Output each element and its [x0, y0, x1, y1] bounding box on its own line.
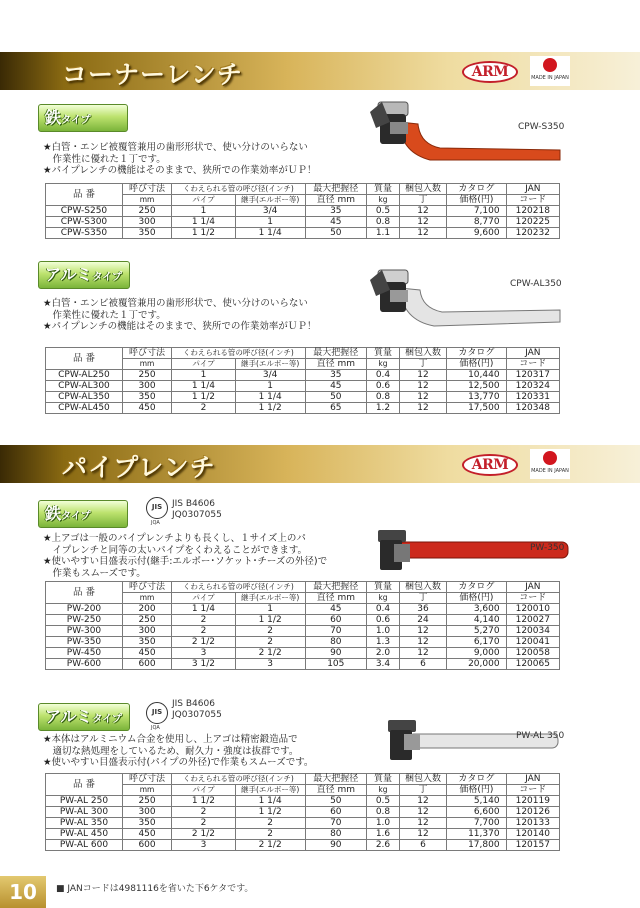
- type-badge-aluminum: アルミタイプ: [38, 261, 130, 289]
- header-jan: JAN: [506, 348, 559, 359]
- type-badge-iron: 鉄タイプ: [38, 500, 128, 528]
- model-label: CPW-S350: [518, 122, 565, 132]
- jis-mark-icon: JIS: [146, 497, 168, 519]
- product-description: ★本体はアルミニウム合金を使用し、上アゴは精密鍛造品で 適切な熱処理をしているため、耐久力・強度は抜群です。 ★使いやすい目盛表示付(パイプの外径)で作業もスムーズです。: [43, 734, 314, 768]
- header-price: カタログ: [447, 774, 507, 785]
- footnote: ■ JANコードは4981116を省いた下6ケタです。: [56, 884, 254, 894]
- made-in-label: MADE IN JAPAN: [531, 75, 569, 81]
- header-jan: JAN: [506, 184, 559, 195]
- japan-flag-icon: [530, 56, 570, 86]
- header-price: カタログ: [447, 582, 507, 593]
- table-row: PW-200 200 1 1/4 1 45 0.4 36 3,600 120010: [46, 604, 560, 615]
- table-row: CPW-AL350 350 1 1/2 1 1/4 50 0.8 12 13,770 120331: [46, 392, 560, 403]
- spec-table-cpw-al: 品 番 呼び寸法 くわえられる管の呼び径(インチ) 最大把握径 質量 梱包入数 カタログ JAN mm パイプ 継手(エルボー等) 直径 mm kg 丁 価格(円) コード CPW-AL250 250 1 3/4 35 0.4 12 10,440 120317 CPW-AL300 300 1 1/4 1 45 0.6 12 12,500 120324 CPW-AL350 350 1 1/2 1 1/4 50 0.8 12 13,770 120331 CPW-AL450 450 2 1 1/2 65 1.2 12 17,500 120348: [45, 347, 560, 414]
- section-banner-pipe-wrench: [0, 445, 640, 483]
- header-pack: 梱包入数: [399, 774, 446, 785]
- header-capacity: くわえられる管の呼び径(インチ): [172, 774, 305, 785]
- header-pack: 梱包入数: [399, 582, 446, 593]
- pipe-wrench-iron-image: [370, 528, 570, 578]
- header-model: 品 番: [46, 348, 123, 370]
- table-row: CPW-S300 300 1 1/4 1 45 0.8 12 8,770 120225: [46, 217, 560, 228]
- page-number: 10: [0, 876, 46, 908]
- table-row: PW-450 450 3 2 1/2 90 2.0 12 9,000 120058: [46, 648, 560, 659]
- header-pack: 梱包入数: [399, 348, 446, 359]
- model-label: CPW-AL350: [510, 279, 562, 289]
- japan-flag-icon: [530, 449, 570, 479]
- header-weight: 質量: [367, 348, 400, 359]
- table-row: PW-AL 450 450 2 1/2 2 80 1.6 12 11,370 120140: [46, 829, 560, 840]
- header-price: カタログ: [447, 184, 507, 195]
- arm-logo: ARM: [462, 61, 518, 83]
- header-jan: JAN: [506, 582, 559, 593]
- header-max-grip: 最大把握径: [305, 348, 367, 359]
- jis-standard-text: JIS B4606 JQ0307055: [172, 699, 222, 720]
- table-row: PW-300 300 2 2 70 1.0 12 5,270 120034: [46, 626, 560, 637]
- table-row: CPW-AL250 250 1 3/4 35 0.4 12 10,440 120317: [46, 370, 560, 381]
- table-row: PW-AL 350 350 2 2 70 1.0 12 7,700 120133: [46, 818, 560, 829]
- header-weight: 質量: [367, 582, 400, 593]
- table-row: PW-AL 250 250 1 1/2 1 1/4 50 0.5 12 5,140 120119: [46, 796, 560, 807]
- table-row: CPW-AL300 300 1 1/4 1 45 0.6 12 12,500 120324: [46, 381, 560, 392]
- table-row: PW-250 250 2 1 1/2 60 0.6 24 4,140 120027: [46, 615, 560, 626]
- header-capacity: くわえられる管の呼び径(インチ): [172, 184, 305, 195]
- header-model: 品 番: [46, 774, 123, 796]
- header-pack: 梱包入数: [399, 184, 446, 195]
- header-model: 品 番: [46, 582, 123, 604]
- product-description: ★白管・エンビ被覆管兼用の歯形形状で、使い分けのいらない 作業性に優れた１丁です。 ★パイプレンチの機能はそのままで、狭所での作業効率がＵＰ！: [43, 142, 317, 176]
- header-capacity: くわえられる管の呼び径(インチ): [172, 582, 305, 593]
- table-row: PW-AL 300 300 2 1 1/2 60 0.8 12 6,600 120126: [46, 807, 560, 818]
- header-size: 呼び寸法: [122, 774, 171, 785]
- table-row: PW-AL 600 600 3 2 1/2 90 2.6 6 17,800 120157: [46, 840, 560, 851]
- table-row: PW-600 600 3 1/2 3 105 3.4 6 20,000 120065: [46, 659, 560, 670]
- table-row: PW-350 350 2 1/2 2 80 1.3 12 6,170 120041: [46, 637, 560, 648]
- header-capacity: くわえられる管の呼び径(インチ): [172, 348, 305, 359]
- section-title: コーナーレンチ: [62, 60, 243, 89]
- corner-wrench-iron-image: [360, 92, 570, 172]
- section-banner-corner-wrench: [0, 52, 640, 90]
- header-price: カタログ: [447, 348, 507, 359]
- header-max-grip: 最大把握径: [305, 184, 367, 195]
- corner-wrench-aluminum-image: [360, 262, 570, 342]
- jqa-label: JQA: [151, 520, 160, 526]
- jis-standard-text: JIS B4606 JQ0307055: [172, 499, 222, 520]
- table-row: CPW-S350 350 1 1/2 1 1/4 50 1.1 12 9,600 120232: [46, 228, 560, 239]
- spec-table-pw-al: 品 番 呼び寸法 くわえられる管の呼び径(インチ) 最大把握径 質量 梱包入数 カタログ JAN mm パイプ 継手(エルボー等) 直径 mm kg 丁 価格(円) コード PW-AL 250 250 1 1/2 1 1/4 50 0.5 12 5,140 120119 PW-AL 300 300 2 1 1/2 60 0.8 12 6,600 120126 PW-AL 350 350 2 2 70 1.0 12 7,700 120133 PW-AL 450 450 2 1/2 2 80 1.6 12 11,370 120140 PW-AL 600 600 3 2 1/2 90 2.6 6 17,800 120157: [45, 773, 560, 851]
- spec-table-cpw-s: 品 番 呼び寸法 くわえられる管の呼び径(インチ) 最大把握径 質量 梱包入数 カタログ JAN mm パイプ 継手(エルボー等) 直径 mm kg 丁 価格(円) コード CPW-S250 250 1 3/4 35 0.5 12 7,100 120218 CPW-S300 300 1 1/4 1 45 0.8 12 8,770 120225 CPW-S350 350 1 1/2 1 1/4 50 1.1 12 9,600 120232: [45, 183, 560, 239]
- header-max-grip: 最大把握径: [305, 582, 367, 593]
- header-jan: JAN: [506, 774, 559, 785]
- model-label: PW-350: [530, 543, 565, 553]
- product-description: ★白管・エンビ被覆管兼用の歯形形状で、使い分けのいらない 作業性に優れた１丁です。 ★パイプレンチの機能はそのままで、狭所での作業効率がＵＰ！: [43, 298, 317, 332]
- header-size: 呼び寸法: [122, 184, 171, 195]
- type-badge-iron: 鉄タイプ: [38, 104, 128, 132]
- table-row: CPW-AL450 450 2 1 1/2 65 1.2 12 17,500 120348: [46, 403, 560, 414]
- model-label: PW-AL 350: [516, 731, 565, 741]
- type-badge-aluminum: アルミタイプ: [38, 703, 130, 731]
- jis-mark-icon: JIS: [146, 702, 168, 724]
- product-description: ★上アゴは一般のパイプレンチよりも長くし、１サイズ上のパ イプレンチと同等の太いパイプをくわえることができます。 ★使いやすい目盛表示付(継手:エルボー･ソケット･チーズの外径)で 作業もスムーズです。: [43, 533, 328, 579]
- header-max-grip: 最大把握径: [305, 774, 367, 785]
- header-weight: 質量: [367, 774, 400, 785]
- header-weight: 質量: [367, 184, 400, 195]
- header-size: 呼び寸法: [122, 348, 171, 359]
- pipe-wrench-aluminum-image: [382, 718, 565, 768]
- arm-logo: ARM: [462, 454, 518, 476]
- section-title: パイプレンチ: [62, 453, 216, 482]
- header-size: 呼び寸法: [122, 582, 171, 593]
- spec-table-pw: 品 番 呼び寸法 くわえられる管の呼び径(インチ) 最大把握径 質量 梱包入数 カタログ JAN mm パイプ 継手(エルボー等) 直径 mm kg 丁 価格(円) コード PW-200 200 1 1/4 1 45 0.4 36 3,600 120010 PW-250 250 2 1 1/2 60 0.6 24 4,140 120027 PW-300 300 2 2 70 1.0 12 5,270 120034 PW-350 350 2 1/2 2 80 1.3 12 6,170 120041 PW-450 450 3 2 1/2 90 2.0 12 9,000 120058 PW-600 600 3 1/2 3 105 3.4 6 20,000 120065: [45, 581, 560, 670]
- table-row: CPW-S250 250 1 3/4 35 0.5 12 7,100 120218: [46, 206, 560, 217]
- header-model: 品 番: [46, 184, 123, 206]
- jqa-label: JQA: [151, 725, 160, 731]
- made-in-label: MADE IN JAPAN: [531, 468, 569, 474]
